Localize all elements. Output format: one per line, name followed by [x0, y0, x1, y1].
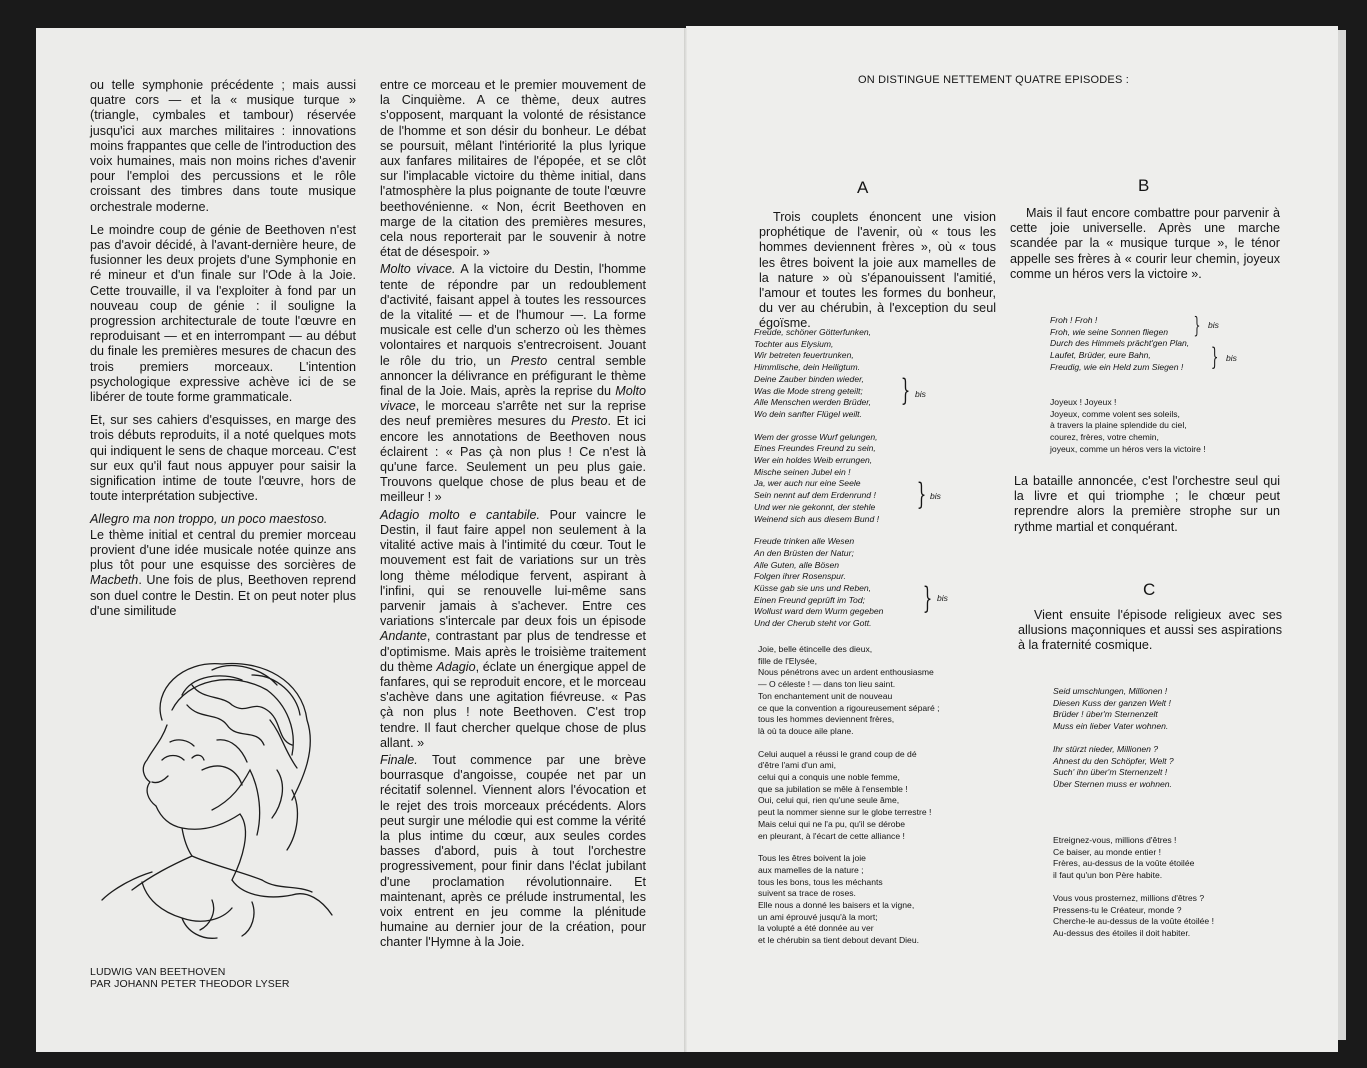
verse-line: peut la nommer sienne sur le globe terrestre ! [758, 807, 932, 818]
verse-line: tous les bons, tous les méchants [758, 876, 883, 887]
verse-line: suivent sa trace de roses. [758, 888, 856, 899]
verse-line: Ja, wer auch nur eine Seele [754, 478, 861, 489]
verse-line: Und wer nie gekonnt, der stehle [754, 501, 876, 512]
verse-line: un ami éprouvé jusqu'à la mort; [758, 911, 878, 922]
episodes-heading: ON DISTINGUE NETTEMENT QUATRE EPISODES : [858, 74, 1130, 86]
verse-line: Nous pénétrons avec un ardent enthousiasme [758, 667, 934, 678]
verse-line: Joie, belle étincelle des dieux, [758, 644, 873, 654]
episode-b-french-verse [1050, 397, 1206, 456]
bis-label: bis [1208, 320, 1219, 330]
portrait-caption [90, 966, 290, 990]
episode-a-german-verse [754, 327, 883, 630]
page-edge [1338, 30, 1346, 1040]
episode-a-letter: A [857, 178, 869, 197]
paragraph-text: . Et ici encore les annotations de Beethoven nous éclairent : « Pas çà non plus ! Ce n'est là qu'une farce. Seulement un peu plus gaie. Trouvons quelque chose de plus beau et de meilleur ! » [380, 414, 646, 505]
verse-line: Laufet, Brüder, eure Bahn, [1050, 350, 1151, 361]
verse-line: Ce baiser, au monde entier ! [1053, 846, 1161, 857]
paragraph-text: A la victoire du Destin, l'homme tente de répondre par un redoublement d'activité, faisant appel à toutes les ressources de la vitalité — et de l'humour —. La forme musicale est celle d'un scherzo où les thèmes volontaires et narquois s'entrecroisent. Jouant le rôle du trio, un [380, 262, 646, 368]
italic-text: Andante [380, 629, 427, 644]
verse-line: Wollust ward dem Wurm gegeben [754, 606, 884, 617]
stanza-gap [758, 842, 940, 853]
verse-line: Celui auquel a réussi le grand coup de dé [758, 748, 917, 759]
verse-line: Vous vous prosternez, millions d'êtres ? [1053, 892, 1205, 903]
verse-line: joyeux, comme un héros vers la victoire ! [1050, 443, 1206, 454]
verse-line: Alle Guten, alle Bösen [754, 559, 840, 570]
paragraph-text: Pour vaincre le Destin, il faut faire appel non seulement à la vitalité active mais à l'intimité du cœur. Tout le mouvement est fait de variations sur un très long thème mélodique fervent, aspirant à l'infini, qui se renouvelle lui-même sans parvenir jamais à s'achever. Entre ces variations s'intercale par deux fois un épisode [380, 507, 647, 629]
paragraph-text: Le thème initial et central du premier morceau provient d'une idée musicale notée quinze ans plus tôt pour une esquisse des sorcières de [90, 527, 356, 573]
verse-line: Über Sternen muss er wohnen. [1053, 778, 1172, 789]
verse-line: Pressens-tu le Créateur, monde ? [1053, 904, 1182, 915]
repeat-brace: } [900, 373, 911, 408]
paragraph-text: , éclate un énergique appel de fanfares, qui se reproduit encore, et le morceau s'achève dans une agitation fiévreuse. « Pas çà non plus ! note Beethoven. C'est trop tendre. Il faut chercher quelque chose de plus allant. » [380, 659, 646, 750]
verse-line: Ahnest du den Schöpfer, Welt ? [1053, 755, 1174, 766]
repeat-brace: } [916, 477, 927, 512]
paragraph [380, 262, 646, 505]
movement-title: Molto vivace. [380, 262, 456, 277]
verse-line: Ihr stürzt nieder, Millionen ? [1053, 743, 1159, 754]
episode-a-french-verse [758, 644, 940, 947]
verse-line: — O céleste ! — dans ton lieu saint. [758, 679, 896, 690]
verse-line: d'être l'ami d'un ami, [758, 760, 837, 771]
verse-line: Brüder ! über'm Sternenzelt [1053, 709, 1158, 720]
verse-line: Joyeux, comme volent ses soleils, [1050, 408, 1180, 419]
verse-line: là où ta douce aile plane. [758, 725, 854, 736]
verse-line: Durch des Himmels prächt'gen Plan, [1050, 338, 1190, 349]
stanza-gap [754, 525, 883, 536]
verse-line: et le chérubin sa tient debout devant Dieu. [758, 935, 920, 946]
bis-label: bis [937, 593, 948, 603]
paragraph-text: central semble annoncer la délivrance en préfigurant le thème final de la Joie. Mais, après la reprise du [380, 353, 646, 399]
stanza-gap [758, 738, 940, 749]
verse-line: la volupté a été donnée au ver [758, 923, 874, 934]
verse-line: fille de l'Elysée, [758, 655, 817, 666]
episode-b-intro: Mais il faut encore combattre pour parvenir à cette joie universelle. Après une marche scandée par la « musique turque », le ténor appelle ses frères à « courir leur chemin, joyeux comme un héros vers la victoire ». [1010, 206, 1280, 281]
verse-line: Wo dein sanfter Flügel weilt. [754, 408, 862, 419]
movement-title: Adagio molto e cantabile. [380, 507, 540, 522]
verse-line: Frères, au-dessus de la voûte étoilée [1053, 858, 1195, 869]
verse-line: Froh, wie seine Sonnen fliegen [1050, 326, 1169, 337]
episode-a-intro: Trois couplets énoncent une vision prophétique de l'avenir, où « tous les hommes deviennent frères », où « tous les êtres boivent la joie aux mamelles de la nature » où s'épanouissent l'amitié, l'amour et toutes les formes du bonheur, du ver au chérubin, à l'exception du seul égoïsme. [759, 210, 996, 331]
caption-line: PAR JOHANN PETER THEODOR LYSER [90, 978, 290, 990]
verse-line: Weinend sich aus diesem Bund ! [754, 513, 879, 524]
verse-line: Freude, schöner Götterfunken, [754, 327, 872, 337]
paragraph-text: , le morceau s'arrête net sur la reprise des neuf premières mesures du [380, 399, 646, 429]
stanza-gap [1053, 882, 1214, 893]
verse-line: Oui, celui qui, rien qu'une seule âme, [758, 795, 900, 806]
verse-line: que sa jubilation se mêle à l'ensemble ! [758, 783, 908, 794]
paragraph: ou telle symphonie précédente ; mais aussi quatre cors — et la « musique turque » (triangle, cymbales et tambour) réservée jusqu'ici aux marches militaires : innovations moins frappantes que celle de l'introduction des voix humaines, mais non moins riches d'avenir pour l'emploi des percussions et le rôle croissant des timbres dans toute musique orchestrale moderne. [90, 78, 356, 214]
episode-b-letter: B [1138, 176, 1150, 195]
italic-text: Macbeth [90, 573, 139, 588]
episode-c-german-verse [1053, 686, 1174, 791]
paragraph-text: , contrastant par plus de tendresse et d'optimisme. Mais après le troisième traitement du thème [380, 629, 646, 674]
episode-c-intro: Vient ensuite l'épisode religieux avec ses allusions maçonniques et aussi ses aspirations à la fraternité cosmique. [1018, 608, 1282, 653]
book-spine [684, 28, 688, 1052]
verse-line: Tochter aus Elysium, [754, 338, 834, 349]
italic-text: Molto vivace [380, 384, 646, 414]
verse-line: Mische seinen Jubel ein ! [754, 466, 851, 477]
verse-line: tous les hommes deviennent frères, [758, 714, 895, 725]
verse-line: Etreignez-vous, millions d'êtres ! [1053, 835, 1177, 845]
movement-title: Allegro ma non troppo, un poco maestoso. [90, 512, 328, 527]
episode-c-letter: C [1143, 580, 1156, 599]
italic-text: Adagio [436, 659, 476, 674]
verse-line: Deine Zauber binden wieder, [754, 373, 864, 384]
verse-line: à travers la plaine splendide du ciel, [1050, 420, 1187, 431]
italic-text: Presto [571, 414, 608, 429]
repeat-brace: } [922, 581, 933, 616]
verse-line: en pleurant, à l'écart de cette alliance ! [758, 830, 905, 841]
paragraph-text: Tout commence par une brève bourrasque d'angoisse, coupée net par un récitatif solennel. Viennent alors l'évocation et le rejet des trois morceaux précédents. Alors peut surgir une mélodie qui est comme la vérité la plus intime du cœur, aux seules cordes basses d'abord, puis à tout l'orchestre progressivement, pour finir dans l'éclat jubilant d'une proclamation révolutionnaire. Et maintenant, après ce prélude instrumental, les voix entrent en jeu comme la plénitude humaine au dernier jour de la création, pour chanter l'Hymne à la Joie. [380, 752, 646, 950]
verse-line: Diesen Kuss der ganzen Welt ! [1053, 697, 1171, 708]
paragraph: entre ce morceau et le premier mouvement de la Cinquième. A ce thème, deux autres s'opposent, marquant la volonté de résistance de l'homme et son désir du bonheur. Le débat se poursuit, mêlant l'intériorité la plus lyrique aux fanfares militaires de l'épopée, et se clôt sur l'implacable victoire du thème initial, dans l'atmosphère la plus poignante de toute l'œuvre beethovénienne. « Non, écrit Beethoven en marge de la citation des premières mesures, cela nous reporterait par le souvenir à notre état de désespoir. » [380, 78, 646, 260]
episode-b-text: La bataille annoncée, c'est l'orchestre seul qui la livre et qui triomphe ; le chœur peut reprendre alors la première strophe sur un rythme martial et conquérant. [1014, 474, 1280, 534]
verse-line: Küsse gab sie uns und Reben, [754, 583, 872, 594]
repeat-brace: } [1210, 343, 1219, 371]
verse-line: aux mamelles de la nature ; [758, 864, 864, 875]
verse-line: Au-dessus des étoiles il doit habiter. [1053, 927, 1191, 938]
episode-b-german-verse [1050, 315, 1189, 374]
verse-line: Mais celui qui ne l'a pu, qu'il se dérobe [758, 818, 906, 829]
verse-line: Und der Cherub steht vor Gott. [754, 618, 872, 629]
verse-line: Wir betreten feuertrunken, [754, 350, 854, 361]
verse-line: Ton enchantement unit de nouveau [758, 690, 893, 701]
text-column-1 [90, 78, 356, 619]
verse-line: Cherche-le au-dessus de la voûte étoilée ! [1053, 916, 1214, 927]
paragraph: Et, sur ses cahiers d'esquisses, en marge des trois débuts reproduits, il a noté quelques mots qui indiquent le sens de chaque morceau. C'est sur eux qu'il faut nous appuyer pour saisir la signification intime de toute l'œuvre, hors de toute interprétation subjective. [90, 413, 356, 504]
verse-line: celui qui a conquis une noble femme, [758, 772, 900, 783]
verse-line: Eines Freundes Freund zu sein, [754, 443, 876, 454]
italic-text: Presto [510, 353, 548, 368]
verse-line: Seid umschlungen, Millionen ! [1053, 686, 1168, 696]
verse-line: Freude trinken alle Wesen [754, 536, 855, 547]
verse-line: Froh ! Froh ! [1050, 315, 1098, 325]
beethoven-portrait-sketch [92, 650, 342, 950]
repeat-brace: } [1193, 314, 1201, 339]
verse-line: ce que la convention a rigoureusement séparé ; [758, 702, 940, 713]
stanza-gap [1053, 733, 1174, 744]
verse-line: Elle nous a donné les baisers et la vigne, [758, 900, 915, 911]
verse-line: Wer ein holdes Weib errungen, [754, 455, 873, 466]
verse-line: Such' ihn über'm Sternenzelt ! [1053, 767, 1168, 778]
text-column-2 [380, 78, 646, 951]
verse-line: Was die Mode streng geteilt; [754, 385, 863, 396]
bis-label: bis [930, 491, 941, 501]
verse-line: An den Brüsten der Natur; [754, 547, 854, 558]
verse-line: Joyeux ! Joyeux ! [1050, 397, 1117, 407]
verse-line: Wem der grosse Wurf gelungen, [754, 431, 878, 442]
stanza-gap [754, 421, 883, 432]
paragraph [90, 512, 356, 618]
bis-label: bis [1226, 353, 1237, 363]
paragraph [380, 753, 646, 951]
paragraph-text: . Une fois de plus, Beethoven reprend son duel contre le Destin. Et on peut noter plus d'une similitude [90, 573, 356, 618]
verse-line: Tous les êtres boivent la joie [758, 853, 866, 864]
paragraph [380, 508, 646, 751]
verse-line: Folgen ihrer Rosenspur. [754, 571, 846, 582]
verse-line: courez, frères, votre chemin, [1050, 432, 1159, 443]
verse-line: il faut qu'un bon Père habite. [1053, 870, 1163, 881]
verse-line: Einen Freund geprüft im Tod; [754, 594, 865, 605]
verse-line: Freudig, wie ein Held zum Siegen ! [1050, 361, 1184, 372]
episode-c-french-verse [1053, 835, 1214, 940]
paragraph: Le moindre coup de génie de Beethoven n'est pas d'avoir décidé, à l'avant-dernière heure, de fusionner les deux projets d'une Symphonie en ré mineur et d'un finale sur l'Ode à la Joie. Cette trouvaille, il va l'exploiter à fond par un nouveau coup de génie : il souligne la progression architecturale de toute l'œuvre en reproduisant — et en interrompant — au début du finale les premières mesures de chacun des trois premiers morceaux. L'intention psychologique expressive achève ici de se libérer de toute forme grammaticale. [90, 222, 356, 405]
verse-line: Alle Menschen werden Brüder, [754, 397, 872, 408]
verse-line: Sein nennt auf dem Erdenrund ! [754, 490, 876, 501]
caption-line: LUDWIG VAN BEETHOVEN [90, 966, 226, 978]
bis-label: bis [915, 389, 926, 399]
movement-title: Finale. [380, 752, 418, 767]
verse-line: Himmlische, dein Heiligtum. [754, 362, 861, 373]
verse-line: Muss ein lieber Vater wohnen. [1053, 721, 1169, 732]
